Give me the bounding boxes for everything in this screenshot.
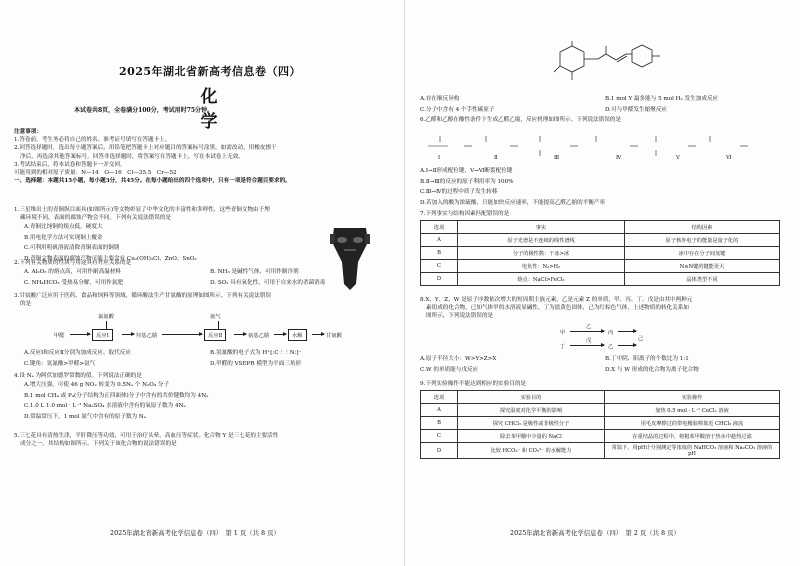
question-stem: 8.X、Y、Z、W 是原子序数依次增大的短周期主族元素，乙是元素 Z 的单质，甲、丙、丁、戊是由其中两种元 (420, 297, 693, 303)
attention-item: 1.答卷前，考生务必将自己的姓名、准考证号填写在答题卡上。 (14, 137, 171, 144)
question-3 (14, 292, 396, 308)
table-header: 选项 (421, 221, 458, 234)
option-c: C.可利用明矾溶液清除青铜表面的铜锈 (24, 245, 120, 252)
table-row: C 电负性：N₂>H₂ N≡N键的键能更大 (421, 260, 780, 273)
question-8 (420, 296, 790, 321)
flow-label-top2: 氨气 (210, 314, 221, 320)
compound-y-structure (540, 40, 680, 88)
flow-arrow (162, 334, 202, 335)
question-stem: 7.下列事实与结构因素匹配错误的是 (420, 211, 510, 217)
attention-item: 2.回答选择题时，选出每小题答案后，用铅笔把答题卡上对应题目的答案标号涂黑。如需改动，用橡皮擦干 (14, 145, 277, 152)
flow-label-top1: 氯氨酸 (98, 314, 114, 320)
option-b: B.1 mol Y 最多能与 5 mol H₂ 发生加成反应 (605, 96, 719, 102)
flow-mid1: 羟基乙腈 (136, 333, 158, 339)
mechanism-label: Ⅱ (494, 155, 498, 161)
option-c: C.1.0 L 1.0 mol · L⁻¹ Na₂SO₄ 水溶液中含有的氧原子数为 4Nₐ (24, 403, 186, 410)
option-b: B.氢氰酸的电子式为 H⁺[:C⋮⋮N:]⁻ (210, 350, 302, 356)
table-row: B 分子的极性数：干冰>冰 冰中存在分子间氢键 (421, 247, 780, 260)
option-c: C. NH₄HCO₃ 受热易分解，可用作氮肥 (24, 279, 123, 286)
table-row: C 除去苯甲酸中少量的 NaCl 在重结晶的过程中，将粗苯甲酸溶于热水中趁热过滤 (421, 430, 780, 443)
option-d: D.可与甲醛发生缩聚反应 (605, 106, 668, 113)
table-header: 事实 (458, 221, 625, 234)
flow-output: 甘氨酸 (326, 333, 342, 339)
question-6-options (420, 166, 790, 208)
option-b: B.1 mol CH₄ 或 P₄(分子结构为正四面体)分子中含有的共价键数均为 4Nₐ (24, 392, 209, 399)
conversion-diagram: 甲 乙 丙 己 丁 戊 乙 (560, 324, 644, 350)
table-header-row (421, 391, 780, 404)
q7-table (420, 220, 780, 286)
question-4 (14, 372, 396, 422)
option-c: C.分子中含有 4 个手性碳原子 (420, 106, 495, 113)
mechanism-label: Ⅴ (676, 155, 680, 161)
table-row: B 探究 CHCl₃ 是极性或非极性分子 用毛皮摩擦过的带电橡胶棒靠近 CHCl₃ 液流 (421, 417, 780, 430)
flow-arrow (122, 334, 134, 335)
table-header: 实验操作 (605, 391, 780, 404)
table-row: A 原子光谱是不连续的线性谱线 原子核外电子的能量是量子化的 (421, 234, 780, 247)
subject-title: 化 学 (200, 87, 255, 132)
option-d: D.若加入的酸为浓硫酸，只能加快反应速率，不能提高乙醛乙缩的平衡产率 (420, 199, 606, 206)
table-header: 选项 (421, 391, 458, 404)
right-page (420, 0, 790, 566)
table-header: 实验目的 (458, 391, 605, 404)
attention-section (14, 128, 396, 185)
question-stem: 3.甘氨酸广泛应用于医药、食品和饲料等领域，循环酸法生产甘氨酸的原理如图所示。下列有关说法错误 (14, 293, 272, 299)
question-stem: 成分之一，其结构如图所示。下列关于该化合物的说法错误的是 (20, 441, 177, 448)
option-c: C.键角：氢氰酸>甲醛>氨气 (24, 360, 96, 367)
question-stem: 图所示，下列说法错误的是 (426, 313, 494, 320)
section-heading: 一、选择题：本题共15小题，每小题3分，共45分。在每小题给出的四个选项中，只有一项是符合题目要求的。 (14, 178, 291, 185)
flow-input: 甲醛 (54, 333, 65, 339)
flow-box-reaction2: 反应Ⅱ (204, 329, 226, 341)
flow-arrow (70, 334, 90, 335)
flow-arrow (274, 334, 286, 335)
question-stem: 的是 (20, 301, 32, 308)
atomic-masses: 可能用到的相对原子质量：N—14 O—16 Cl—35.5 Cr—52 (14, 170, 177, 177)
option-a: A.Ⅰ→Ⅱ形成配位键，Ⅴ→Ⅵ断裂配位键 (420, 168, 513, 174)
question-8-options (420, 354, 790, 375)
option-d: D.常温常压下，1 mol 氮气中含有的原子数为 Nₐ (24, 413, 146, 420)
mechanism-label: Ⅰ (438, 155, 441, 161)
question-7 (420, 210, 790, 286)
question-stem: 4.设 Nₐ 为阿伏加德罗常数的值。下列说法正确的是 (14, 373, 142, 379)
question-9 (420, 380, 790, 459)
mechanism-label: Ⅲ (554, 155, 560, 161)
question-5 (14, 432, 396, 448)
option-b: B.丁中阴、阳离子的个数比为 1:1 (605, 356, 689, 362)
exam-note: 本试卷共8页，全卷满分100分，考试用时75分钟。 (74, 107, 214, 114)
option-c: C.Ⅲ→Ⅳ的过程中质子发生转移 (420, 189, 498, 195)
question-5-options (420, 94, 790, 115)
page-divider (404, 0, 405, 566)
option-b: B.用电化学方法可实现铜上覆金 (24, 234, 103, 241)
flow-arrow (312, 334, 324, 335)
attention-item: 净后，再选涂其他答案标号。回答非选择题时，将答案写在答题卡上，写在本试卷上无效。 (20, 153, 244, 160)
page-footer: 2025年湖北省新高考化学信息卷（四） 第 1 页（共 8 页） (110, 529, 280, 537)
table-header: 结构因素 (625, 221, 780, 234)
attention-heading: 注意事项： (14, 129, 42, 135)
option-b: B.Ⅱ→Ⅲ的反应的原子利用率为 100% (420, 178, 514, 185)
question-6 (420, 116, 790, 124)
option-a: A.原子半径大小：W>Y>Z>X (420, 356, 497, 362)
question-2 (14, 259, 396, 288)
left-page (14, 0, 396, 566)
mechanism-label: Ⅵ (726, 155, 732, 161)
glycine-flow-diagram (14, 310, 396, 350)
question-stem: 1.三星堆出土的青铜纵目面具(如图所示)等文物彰显了中华文化的丰富性和多样性，这些青铜文物由于埋 (14, 207, 270, 213)
flow-arrow (234, 334, 246, 335)
option-a: A.反应Ⅰ和反应Ⅱ分别为加成反应、取代反应 (24, 350, 131, 356)
option-a: A.增大压强，可使 46 g NO₂ 转变为 0.5Nₐ 个 N₂O₄ 分子 (24, 382, 170, 389)
option-d: D.青铜文物表面的腐蚀产物可能主要含有 Cu₂(OH)₃Cl、ZnO、SnO₂ (24, 255, 197, 262)
option-b: B. NH₃ 是碱性气体，可用作制冷剂 (210, 269, 299, 276)
table-header-row (421, 221, 780, 234)
question-stem: 2.下列有关物质的性质与用途具有对应关系的是 (14, 260, 132, 266)
option-d: D. SO₂ 具有氧化性，可用于自来水的杀菌消毒 (210, 279, 326, 286)
option-a: A.青铜比纯铜的熔点低，硬度大 (24, 224, 103, 231)
q9-table (420, 390, 780, 459)
table-row: D 比较 HCO₃⁻ 和 CO₃²⁻ 的水解能力 常温下，用pH计分别测定等浓度的 NaHCO₃ 溶液和 Na₂CO₃ 溶液的 pH (421, 443, 780, 459)
table-row: A 探究温度对化学平衡的影响 加热 0.5 mol · L⁻¹ CuCl₂ 溶液 (421, 404, 780, 417)
question-3-options (14, 348, 396, 369)
question-stem: 6.乙醛和乙醇在酸性条件下生成乙醛乙缩，反应机理如图所示。下列说法错误的是 (420, 117, 622, 123)
page-footer: 2025年湖北省新高考化学信息卷（四） 第 2 页（共 8 页） (510, 529, 680, 537)
question-stem: 素组成的化合物，已知气体甲的水溶液显碱性，丁为淡黄色固体，己为红棕色气体，上述物质的转化关系如 (426, 305, 689, 312)
flow-box-hydrolysis: 水解 (288, 329, 307, 341)
option-c: C.W 的单质能与戊反应 (420, 366, 479, 373)
option-d: D.X 与 W 形成的化合物为离子化合物 (605, 366, 699, 373)
question-stem: 5.三七花具有清热生津，平肝降压等功效，可用于治疗头晕、高血压等症状。化合物 Y 是三七花的主要活性 (14, 433, 279, 439)
flow-box-reaction1: 反应Ⅰ (92, 329, 113, 341)
option-d: D.甲醛的 VSEPR 模型为平面三角形 (210, 360, 302, 367)
mechanism-labels (420, 155, 790, 164)
attention-item: 3.考试结束后，将本试卷和答题卡一并交回。 (14, 161, 126, 168)
mechanism-label: Ⅳ (616, 155, 622, 161)
question-stem: 9.下列实验操作不能达到相应的实验目的是 (420, 381, 527, 387)
question-stem: 藏环境不同，表面的腐蚀产物会不同。下列有关说法错误的是 (20, 215, 172, 222)
option-a: A. Al₂O₃ 的熔点高，可用作耐高温材料 (24, 269, 121, 276)
exam-title: 2025年湖北省新高考信息卷（四） (118, 65, 302, 78)
table-row: D 熔点：NaCl>FeCl₃ 晶体类型不同 (421, 273, 780, 286)
flow-mid2: 氨基乙腈 (248, 333, 270, 339)
option-a: A.存在顺反异构 (420, 96, 460, 102)
